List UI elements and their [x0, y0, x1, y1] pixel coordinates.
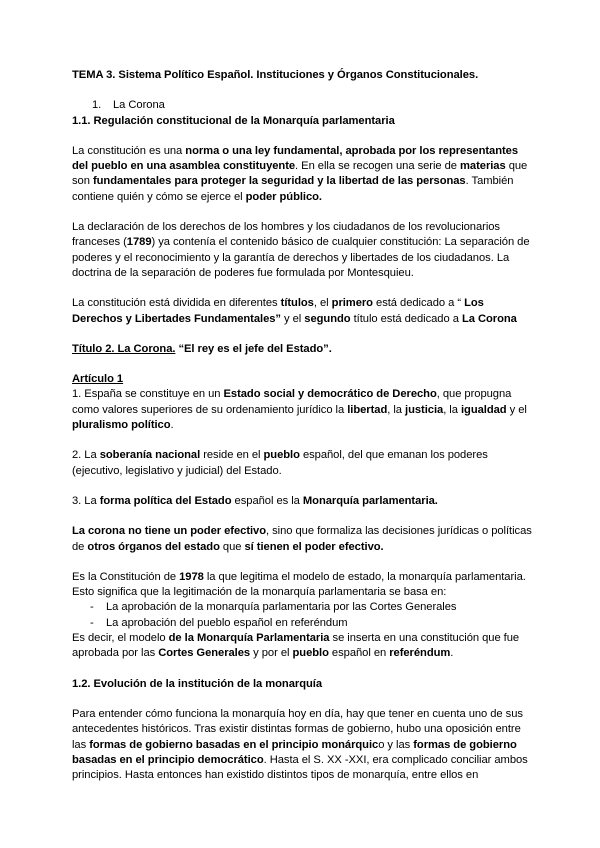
text-run: se inserta en una constitución que fue aprobada por las [72, 632, 520, 660]
text-run: La corona no tiene un poder efectivo [72, 525, 267, 538]
articulo-1-point-3 [72, 494, 532, 509]
text-run: . [450, 647, 454, 660]
text-run: Para entender cómo funciona la monarquía hoy en día, hay que tener en cuenta uno de sus antecedentes históricos. Tras existir distintas formas de gobierno, hubo una oposición entre las [72, 707, 523, 751]
section-heading [72, 98, 532, 113]
text-run: está dedicado a “ [372, 297, 465, 310]
text-run: sí tienen el poder efectivo. [244, 540, 384, 553]
legitimation-list [72, 600, 532, 631]
text-run: , el [313, 297, 332, 310]
text-run: “El rey es el jefe del Estado”. [175, 342, 332, 355]
text-run: Monarquía parlamentaria. [302, 494, 438, 507]
paragraph-evolucion [72, 707, 532, 783]
section-number: 1. [92, 99, 102, 112]
text-run: referéndum [389, 647, 451, 660]
text-run: títulos [280, 297, 314, 310]
text-run: 2. La [72, 449, 100, 462]
text-run: justicia [405, 403, 444, 416]
text-run: , sino que formaliza las decisiones jurídicas o políticas de [72, 525, 532, 553]
document-title: TEMA 3. Sistema Político Español. Instituciones y Órganos Constitucionales. [72, 69, 479, 81]
text-run: 1. España se constituye en un [72, 388, 224, 401]
text-run: reside en el [200, 449, 264, 462]
text-run: forma política del Estado [99, 494, 232, 507]
text-run: ) ya contenía el contenido básico de cualquier constitución: La separación de poderes y el reconocimiento y la garantía de derechos y libertades de los ciudadanos. La doctrina de la separación de poderes fue formulada por Montesquieu. [72, 236, 530, 279]
text-run: . Hasta el S. XX -XXI, era complicado conciliar ambos principios. Hasta entonces han existido distintos tipos de monarquía, entre ellos en [72, 753, 528, 782]
text-run: , que propugna como valores superiores de su ordenamiento jurídico la [72, 388, 512, 416]
text-run: español, del que emanan los poderes (ejecutivo, legislativo y judicial) del Estado. [72, 449, 488, 477]
paragraph-constitution [72, 144, 532, 205]
text-run: Título 2. La Corona. [72, 342, 176, 355]
text-run: otros órganos del estado [87, 540, 220, 553]
section-title: La Corona [113, 99, 165, 112]
text-run: primero [331, 297, 373, 310]
text-run: La constitución es una [72, 144, 186, 157]
text-run: libertad [347, 403, 388, 416]
paragraph-titles [72, 296, 532, 327]
text-run: Los Derechos y Libertades Fundamentales” [72, 297, 484, 325]
text-run: Estado social y democrático de Derecho [223, 388, 437, 401]
list-item: - La aprobación del pueblo español en referéndum [90, 616, 348, 629]
text-run: segundo [304, 312, 351, 325]
subsection-heading-1-2: 1.2. Evolución de la institución de la monarquía [72, 677, 322, 690]
text-run: español en [328, 647, 390, 660]
text-run: soberanía nacional [99, 449, 201, 462]
text-run: Cortes Generales [158, 647, 251, 660]
text-run: 1789 [126, 236, 152, 249]
text-run: y el [506, 403, 527, 416]
text-run: de la Monarquía Parlamentaria [168, 632, 330, 645]
text-run: que [219, 540, 245, 553]
text-run: 1978 [179, 570, 204, 583]
paragraph-corona-poder [72, 524, 532, 555]
text-run: . [170, 419, 174, 432]
titulo-2-heading [72, 342, 532, 357]
paragraph-legitimacion [72, 570, 532, 601]
text-run: , la [443, 403, 461, 416]
text-run: poder público. [245, 190, 322, 203]
text-run: Es decir, el modelo [72, 632, 169, 645]
text-run: pueblo [292, 647, 329, 660]
text-run: formas de gobierno basadas en el principio monárquic [89, 738, 379, 751]
text-run: . También contiene quién y cómo se ejerce el [72, 175, 514, 203]
text-run: La constitución está dividida en diferentes [72, 297, 281, 310]
text-run: o y las [378, 738, 414, 751]
text-run: 3. La [72, 494, 100, 507]
articulo-1-point-1 [72, 387, 532, 433]
text-run: español es la [231, 494, 303, 507]
text-run: La declaración de los derechos de los hombres y los ciudadanos de los revolucionarios franceses ( [72, 221, 500, 249]
text-run: que son [72, 160, 528, 188]
text-run: La Corona [461, 312, 517, 325]
list-item: - La aprobación de la monarquía parlamentaria por las Cortes Generales [90, 601, 457, 614]
text-run: pluralismo político [72, 419, 171, 432]
text-run: pueblo [263, 449, 300, 462]
text-run: fundamentales para proteger la seguridad y la libertad de las personas [92, 175, 466, 188]
text-run: la que legitima el modelo de estado, la monarquía parlamentaria. Esto significa que la legitimación de la monarquía parlamentaria se basa en: [72, 570, 526, 599]
text-run: formas de gobierno basadas en el principio democrático [72, 738, 517, 766]
text-run: , la [387, 403, 406, 416]
text-run: título está dedicado a [350, 312, 462, 325]
text-run: norma o una ley fundamental, aprobada por los representantes del pueblo en una asamblea constituyente [72, 144, 518, 173]
articulo-1-heading: Artículo 1 [72, 373, 124, 386]
text-run: materias [460, 160, 506, 173]
text-run: y por el [250, 647, 293, 660]
paragraph-es-decir [72, 631, 532, 662]
articulo-1-point-2 [72, 448, 532, 479]
text-run: igualdad [460, 403, 507, 416]
text-run: . En ella se recogen una serie de [295, 160, 461, 173]
text-run: y el [280, 312, 305, 325]
text-run: Es la Constitución de [72, 570, 180, 583]
subsection-heading-1-1: 1.1. Regulación constitucional de la Monarquía parlamentaria [72, 114, 395, 127]
paragraph-declaration [72, 220, 532, 281]
document-page [72, 68, 532, 783]
